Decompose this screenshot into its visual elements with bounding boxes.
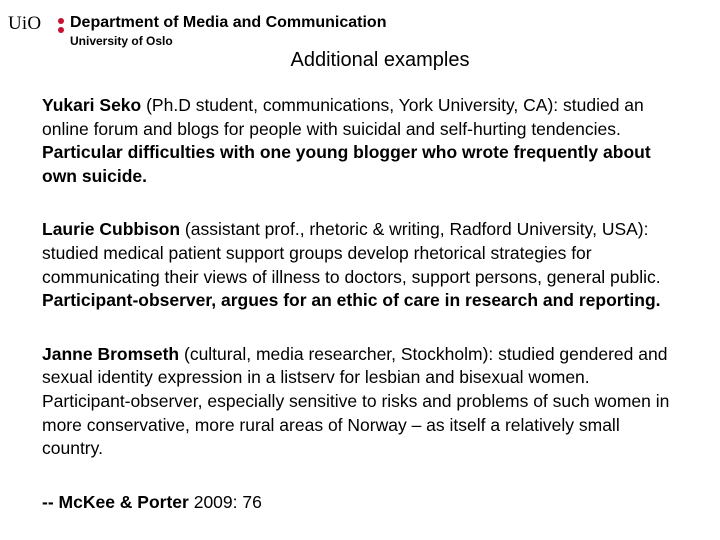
logo-dot-bottom (58, 27, 64, 33)
researcher-name: Janne Bromseth (42, 343, 180, 364)
example-paragraph-cubbison (42, 218, 682, 312)
researcher-name: Yukari Seko (42, 95, 142, 115)
citation-authors: -- McKee & Porter (42, 491, 189, 512)
researcher-description: (assistant prof., rhetoric & writing, Radford University, USA): studied medical patient support groups develop rhetorical strategies for communicating their views of illness to doctors, support persons, general public. (42, 219, 661, 287)
emphasis-text: Particular difficulties with one young blogger who wrote frequently about own suicide. (42, 142, 651, 186)
logo-dot-top (58, 18, 64, 24)
example-paragraph-bromseth (42, 343, 682, 461)
emphasis-text: Participant-observer, argues for an ethic of care in research and reporting. (42, 290, 661, 311)
researcher-description: (cultural, media researcher, Stockholm): studied gendered and sexual identity expression in a listserv for lesbian and bisexual women. Participant-observer, especially sensitive to risks and problems of such women in more conservative, more rural areas of Norway – as itself a relatively small country. (42, 343, 670, 459)
citation-year-page: 2009: 76 (188, 491, 262, 512)
department-name: Department of Media and Communication (70, 14, 387, 31)
slide-content (42, 94, 682, 514)
citation (42, 491, 682, 515)
logo-text: UiO (8, 13, 42, 34)
logo-dots-icon (58, 18, 65, 34)
researcher-description: (Ph.D student, communications, York University, CA): studied an online forum and blogs for people with suicidal and self-hurting tendencies. (42, 95, 644, 139)
example-paragraph-seko (42, 94, 682, 188)
slide-title: Additional examples (290, 49, 470, 71)
university-name: University of Oslo (70, 34, 173, 48)
researcher-name: Laurie Cubbison (42, 219, 181, 240)
